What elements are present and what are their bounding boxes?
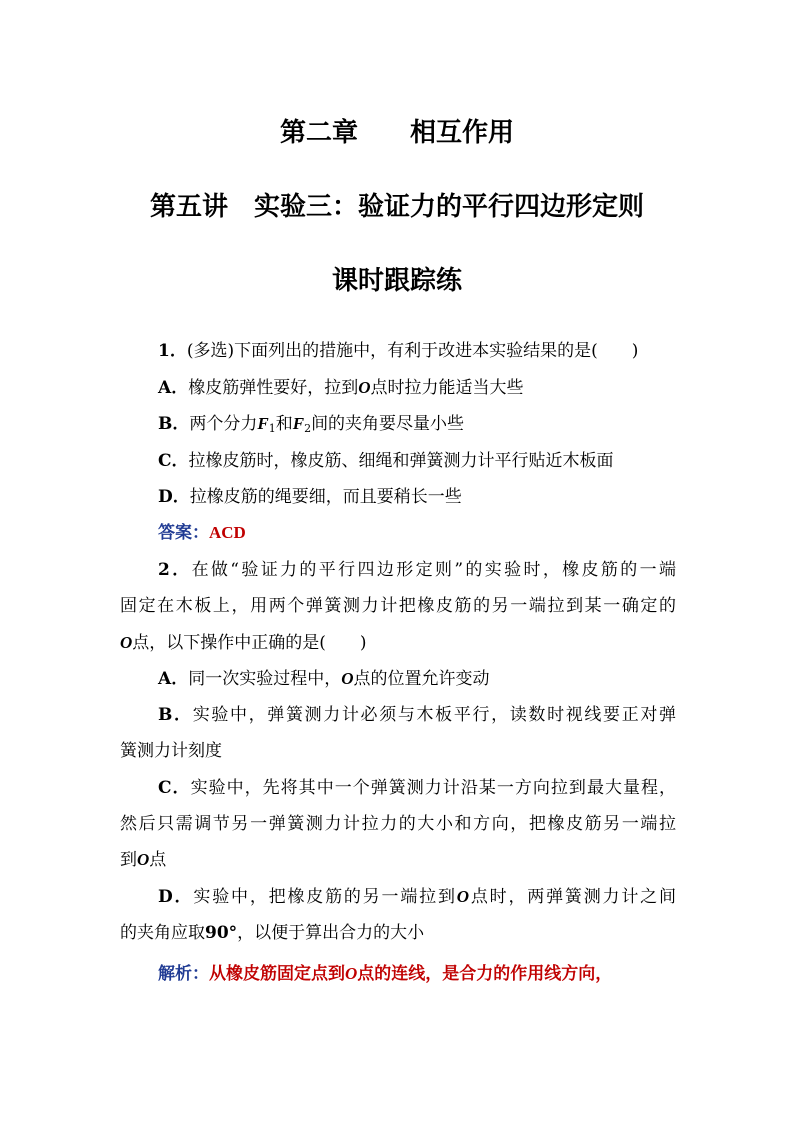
q2-option-c-line-1-text: 实验中，先将其中一个弹簧测力计沿某一方向拉到最大量程， — [190, 778, 677, 798]
q1-option-b-text-2: 和 — [275, 414, 293, 434]
q2-option-c-line-3-text-1: 到 — [120, 850, 137, 870]
chapter-title: 第二章 相互作用 — [279, 118, 514, 148]
q2-option-b-line-2: 簧测力计刻度 — [120, 741, 222, 761]
q1-option-a-text-2: 点时拉力能适当大些 — [370, 378, 524, 398]
q1-option-b-f1: F — [257, 414, 269, 433]
q2-number: 2． — [158, 560, 192, 580]
q2-option-d-label: D． — [158, 887, 194, 907]
q2-option-d-angle: 90° — [205, 923, 238, 943]
q2-stem-o: O — [120, 633, 133, 652]
q1-option-d-text: 拉橡皮筋的绳要细，而且要稍长一些 — [189, 487, 462, 507]
q2-option-a — [158, 668, 718, 690]
q2-option-b-line-1 — [158, 704, 676, 726]
q1-option-b-text-1: 两个分力 — [189, 414, 258, 434]
q1-stem-text: (多选)下面列出的措施中，有利于改进本实验结果的是( ) — [186, 341, 639, 361]
q2-option-d-line-1 — [158, 886, 676, 908]
q1-number: 1． — [158, 341, 187, 361]
q2-analysis — [158, 963, 718, 985]
q2-option-a-o: O — [341, 669, 354, 688]
q1-option-b-f2: F — [292, 414, 305, 433]
q1-stem — [158, 340, 718, 362]
q2-analysis-text-1: 从橡皮筋固定点到 — [209, 964, 345, 984]
q2-option-c-line-1 — [158, 777, 676, 799]
q1-option-a — [158, 377, 718, 399]
q1-option-c-label: C． — [158, 451, 189, 471]
q1-answer — [158, 522, 718, 544]
practice-title: 课时跟踪练 — [331, 266, 462, 296]
q2-option-d-line-1-text-1: 实验中，把橡皮筋的另一端拉到 — [193, 887, 457, 907]
q2-analysis-text-2: 点的连线，是合力的作用线方向， — [357, 964, 613, 984]
q1-option-d — [158, 486, 718, 508]
q2-option-c-line-3 — [120, 849, 680, 871]
q2-stem-line-3 — [120, 632, 680, 654]
q2-option-c-line-3-text-2: 点 — [149, 850, 167, 870]
q1-option-b-f1-sub: 1 — [268, 422, 276, 435]
q1-answer-value: ACD — [209, 523, 246, 542]
q1-answer-label: 答案： — [158, 523, 209, 543]
q2-option-c-label: C． — [158, 778, 191, 798]
q1-option-a-o: O — [358, 378, 371, 397]
q2-option-d-line-2-text-1: 的夹角应取 — [120, 923, 205, 943]
q2-option-d-line-1-text-2: 点时，两弹簧测力计之间 — [469, 887, 676, 907]
q1-option-a-text-1: 橡皮筋弹性要好，拉到 — [188, 378, 359, 398]
q2-option-b-line-1-text: 实验中，弹簧测力计必须与木板平行，读数时视线要正对弹 — [192, 705, 677, 725]
q1-option-b-label: B． — [158, 414, 190, 434]
q2-option-a-text-2: 点的位置允许变动 — [353, 669, 490, 689]
q2-option-d-line-2-text-2: ，以便于算出合力的大小 — [237, 923, 425, 943]
q2-option-d-line-2 — [120, 922, 680, 944]
q2-option-c-o: O — [137, 850, 150, 869]
q2-analysis-o: O — [345, 964, 358, 983]
q2-stem-line-1 — [158, 559, 676, 581]
q2-option-c-line-2: 然后只需调节另一弹簧测力计拉力的大小和方向，把橡皮筋另一端拉 — [120, 814, 676, 834]
q2-stem-line-1-text: 在做“验证力的平行四边形定则”的实验时，橡皮筋的一端 — [191, 560, 676, 580]
q2-stem-line-2: 固定在木板上，用两个弹簧测力计把橡皮筋的另一端拉到某一确定的 — [120, 596, 676, 616]
q1-option-b-f2-sub: 2 — [304, 422, 312, 435]
q1-option-b — [158, 413, 718, 440]
q1-option-c-text: 拉橡皮筋时，橡皮筋、细绳和弹簧测力计平行贴近木板面 — [188, 451, 614, 471]
q1-option-c — [158, 450, 718, 472]
q2-option-a-label: A． — [158, 669, 189, 689]
q2-analysis-label: 解析： — [158, 964, 209, 984]
q2-option-a-text-1: 同一次实验过程中， — [188, 669, 342, 689]
q1-option-d-label: D． — [158, 487, 190, 507]
q2-option-b-label: B． — [158, 705, 193, 725]
q2-stem-line-3-text: 点，以下操作中正确的是( ) — [132, 633, 367, 653]
lecture-title: 第五讲 实验三：验证力的平行四边形定则 — [149, 192, 644, 222]
q2-option-d-o: O — [456, 887, 470, 906]
q1-option-b-text-3: 间的夹角要尽量小些 — [311, 414, 465, 434]
q1-option-a-label: A． — [158, 378, 189, 398]
